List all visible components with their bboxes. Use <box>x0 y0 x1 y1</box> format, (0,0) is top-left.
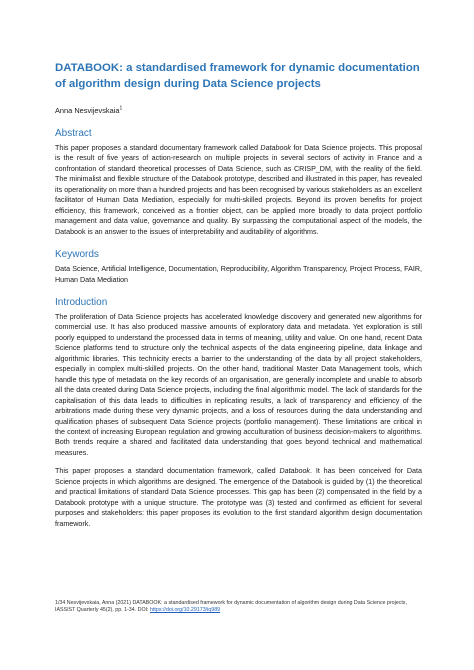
abstract-section <box>55 128 422 237</box>
introduction-section <box>55 297 422 529</box>
abstract-text-part: This paper proposes a standard documentary framework called <box>55 144 261 152</box>
introduction-paragraph-1: The proliferation of Data Science projects has accelerated knowledge discovery and generated new algorithms for commercial use. It has also produced massive amounts of exploratory data and metadata. Yet exploration is still poorly equipped to understand the processed data in terms of meaning, utility and value. On one hand, recent Data Science platforms tend to structure only the technical aspects of the data engineering pipeline, data linkage and algorithmic libraries. This technicity erects a barrier to the understanding of the data by all project stakeholders, especially in complex multi-skilled projects. On the other hand, traditional Master Data Management tools, which handle this type of metadata on the key records of an organisation, are generally incomplete and unable to absorb all the data created during Data Science projects, including the final algorithmic model. The lack of standards for the capitalisation of this data leads to difficulties in replicating results, a lack of transparency and efficiency of the arbitrations made during these very dynamic projects, and a loss of resources during the data understanding and qualification phases of subsequent Data Science projects (portfolio management). These limitations are critical in the context of increasing European regulation and growing acculturation of business decision-makers to algorithms. Both trends require a shared and facilitated data understanding that goes beyond technical and mathematical measures. <box>55 312 422 457</box>
keywords-section <box>55 249 422 285</box>
introduction-paragraph-2 <box>55 466 422 529</box>
footer-citation: 1/34 Nesvijevskaia, Anna (2021) DATABOOK: a standardised framework for dynamic documentation of algorithm design during Data Science projects, IASSIST Quarterly 45(2), pp. 1-34. DOI: <box>55 600 407 614</box>
abstract-text <box>55 143 422 237</box>
author-name: Anna Nesvijevskaia <box>55 106 120 115</box>
affiliation-mark: 1 <box>119 105 123 112</box>
author-line <box>55 106 422 116</box>
abstract-heading: Abstract <box>55 128 92 139</box>
page-footer <box>55 600 422 614</box>
keywords-heading: Keywords <box>55 249 99 261</box>
abstract-emphasis: Databook <box>260 144 291 152</box>
introduction-heading: Introduction <box>55 296 108 308</box>
paper-title: DATABOOK: a standardised framework for dynamic documentation of algorithm design during Data Science projects <box>55 62 420 90</box>
abstract-text-part: for Data Science projects. This proposal is the result of five years of action-research on multiple projects in several sectors of activity in France and a confrontation of standard theoretical processes of Data Science, such as CRISP_DM, with the reality of the field. The minimalist and flexible structure of the Databook prototype, described and illustrated in this paper, has revealed its operationality on more than a hundred projects and has been recognised by various stakeholders as an excellent facilitator of Human Data Mediation, especially for multi-skilled projects. Beyond its proven benefits for project efficiency, this framework, conceived as a frontier object, can be applied more broadly to data project portfolio management and data value, governance and quality. By surpassing the computational aspect of the models, the Databook is an answer to the issues of interpretability and auditability of algorithms. <box>55 144 422 236</box>
keywords-text: Data Science, Artificial Intelligence, Documentation, Reproducibility, Algorithm Transparency, Project Process, FAIR, Human Data Mediation <box>55 265 422 284</box>
intro-emphasis: Databook <box>279 467 311 476</box>
intro-text-part: . It has been conceived for Data Science projects in which algorithms are designed. The emergence of the Databook is guided by (1) the theoretical and practical limitations of standard Data Science processes. This gap has been (2) compensated in the field by a Databook prototype with a unique structure. The prototype was (3) tested and confirmed as efficient for several purposes and stakeholders: this paper proposes its evolution to the first standard algorithm design documentation framework. <box>55 467 422 528</box>
intro-text-part: This paper proposes a standard documentation framework, called <box>55 467 280 476</box>
doi-link[interactable]: https://doi.org/10.29173/iq989 <box>150 607 221 614</box>
